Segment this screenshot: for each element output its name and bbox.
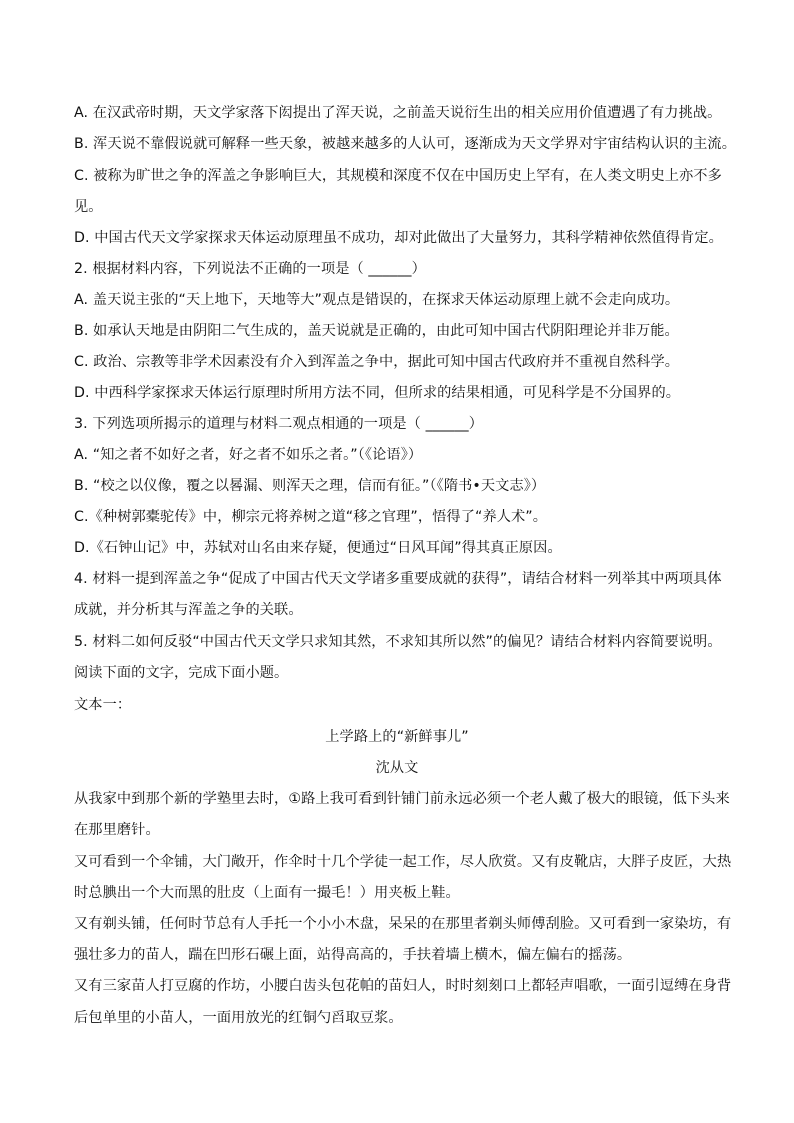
body-line: 在那里磨针。 (74, 822, 160, 838)
question-4: 4. 材料一提到浑盖之争“促成了中国古代天文学诸多重要成就的获得”，请结合材料一列举其中两项具体 (74, 571, 722, 587)
q2-option-c: C. 政治、宗教等非学术因素没有介入到浑盖之争中，据此可知中国古代政府并不重视自然科学。 (74, 354, 680, 370)
q3-option-a: A. “知之者不如好之者，好之者不如乐之者。”（《论语》） (74, 447, 423, 463)
body-line: 又有剃头铺，任何时节总有人手托一个小小木盘，呆呆的在那里者剃头师傅刮脸。又可看到一家染坊，有 (74, 916, 732, 932)
question-3: 3. 下列选项所揭示的道理与材料二观点相通的一项是（ ______） (74, 416, 484, 432)
option-a-line: A. 在汉武帝时期，天文学家落下闳提出了浑天说，之前盖天说衍生出的相关应用价值遭遇了有力挑战。 (74, 105, 722, 121)
reading-instruction: 阅读下面的文字，完成下面小题。 (74, 665, 289, 681)
q3-option-b: B. “校之以仪像，覆之以晷漏、则浑天之理，信而有征。”（《隋书•天文志》） (74, 478, 546, 494)
q2-option-d: D. 中西科学家探求天体运行原理时所用方法不同，但所求的结果相通，可见科学是不分国界的。 (74, 385, 681, 401)
q2-option-b: B. 如承认天地是由阴阳二气生成的，盖天说就是正确的，由此可知中国古代阴阳理论并非万能。 (74, 323, 679, 339)
q2-option-a: A. 盖天说主张的“天上地下，天地等大”观点是错误的，在探求天体运动原理上就不会走向成功。 (74, 292, 680, 308)
body-line: 强壮多力的苗人，踹在凹形石碾上面，站得高高的，手扶着墙上横木，偏左偏右的摇荡。 (74, 947, 632, 963)
body-line: 又有三家苗人打豆腐的作坊，小腰白齿头包花帕的苗妇人，时时刻刻口上都轻声唱歌，一面引逗缚在身背 (74, 978, 732, 994)
question-5: 5. 材料二如何反驳“中国古代天文学只求知其然，不求知其所以然”的偏见？请结合材料内容简要说明。 (74, 634, 722, 650)
body-line: 从我家中到那个新的学塾里去时，①路上我可看到针铺门前永远必须一个老人戴了极大的眼镜，低下头来 (74, 791, 730, 807)
text-one-label: 文本一： (74, 697, 132, 713)
question-2: 2. 根据材料内容，下列说法不正确的一项是（ ______） (74, 261, 426, 277)
body-line: 后包单里的小苗人，一面用放光的红铜勺舀取豆浆。 (74, 1010, 403, 1026)
question-4-cont: 成就，并分析其与浑盖之争的关联。 (74, 602, 303, 618)
body-line: 时总腆出一个大而黑的肚皮（上面有一撮毛！）用夹板上鞋。 (74, 885, 460, 901)
q3-option-d: D.《石钟山记》中，苏轼对山名由来存疑，便通过“日风耳闻”得其真正原因。 (74, 540, 562, 556)
article-title: 上学路上的“新鲜事儿” (325, 729, 469, 745)
article-author: 沈从文 (375, 760, 419, 776)
option-c-line: C. 被称为旷世之争的浑盖之争影响巨大，其规模和深度不仅在中国历史上罕有，在人类文明史上亦不多 (74, 168, 722, 184)
option-d-line: D. 中国古代天文学家探求天体运动原理虽不成功，却对此做出了大量努力，其科学精神依然值得肯定。 (74, 230, 723, 246)
q3-option-c: C.《种树郭橐驼传》中，柳宗元将养树之道“移之官理”，悟得了“养人术”。 (74, 509, 548, 525)
option-b-line: B. 浑天说不靠假说就可解释一些天象，被越来越多的人认可，逐渐成为天文学界对宇宙结构认识的主流。 (74, 136, 736, 152)
option-c-line-cont: 见。 (74, 199, 103, 215)
body-line: 又可看到一个伞铺，大门敞开，作伞时十几个学徒一起工作，尽人欣赏。又有皮靴店，大胖子皮匠，大热 (74, 854, 732, 870)
